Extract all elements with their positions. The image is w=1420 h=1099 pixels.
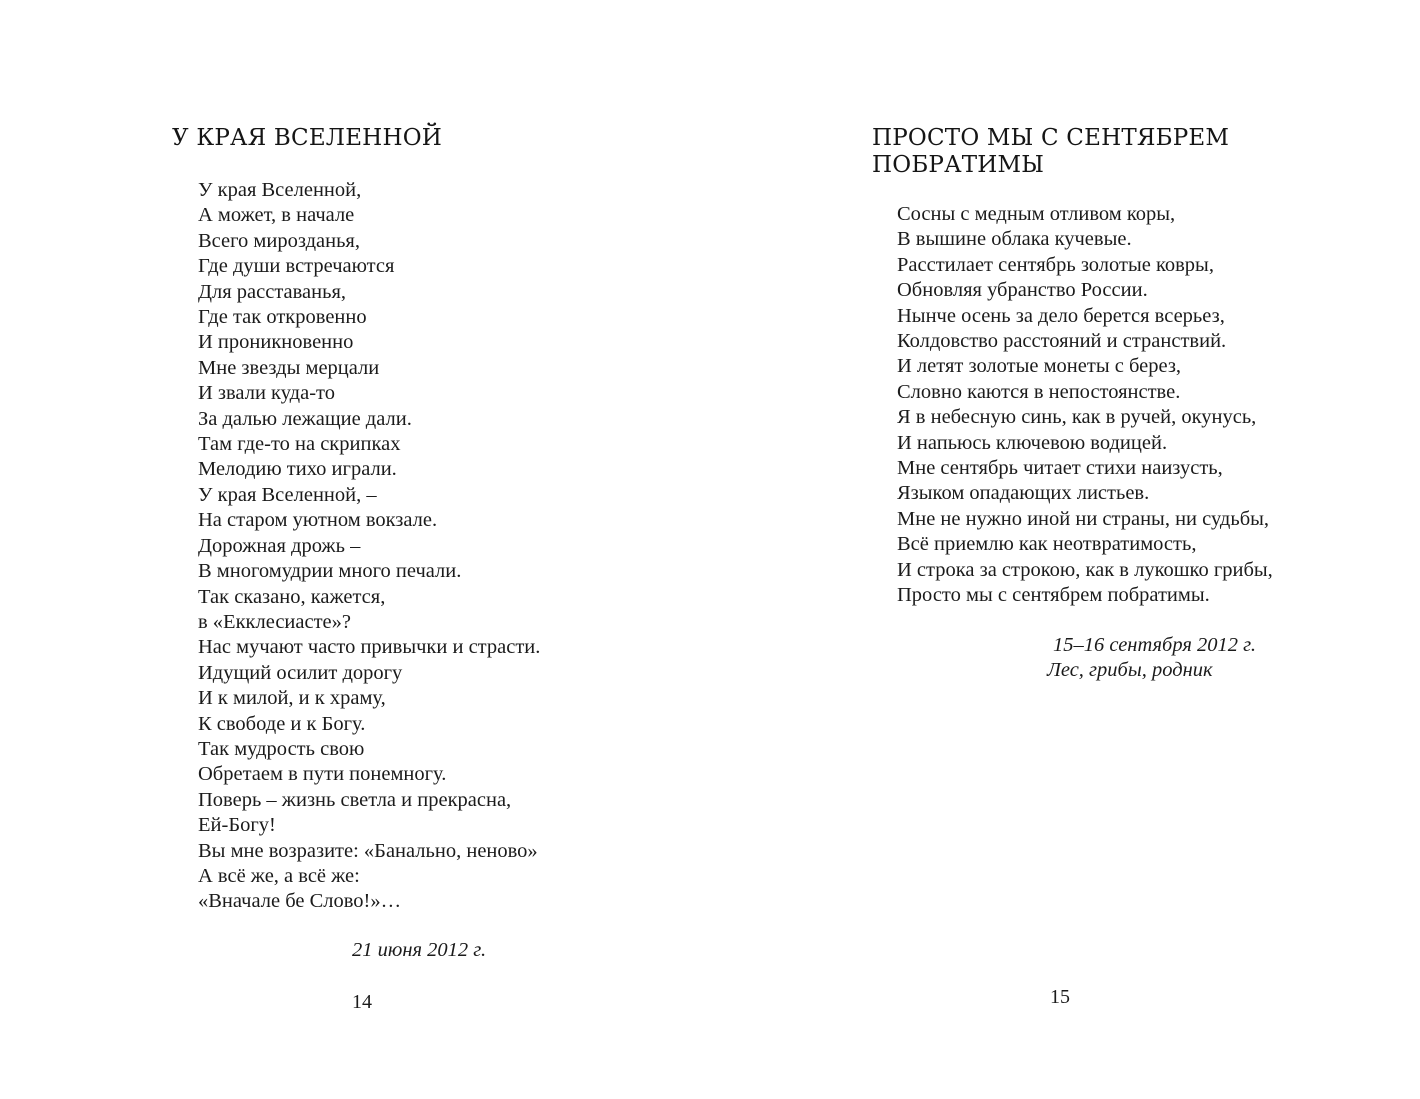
poem-date-right: 15–16 сентября 2012 г.: [1053, 634, 1256, 656]
poem-title-right: ПРОСТО МЫ С СЕНТЯБРЕМ ПОБРАТИМЫ: [872, 125, 1230, 178]
poem-line: Вы мне возразите: «Банально, неново»: [198, 839, 538, 862]
poem-line: У края Вселенной, –: [198, 483, 377, 506]
poem-line: Просто мы с сентябрем побратимы.: [897, 584, 1210, 607]
poem-line: На старом уютном вокзале.: [198, 509, 438, 532]
poem-date-left: 21 июня 2012 г.: [352, 939, 487, 961]
poem-line: Идущий осилит дорогу: [198, 661, 403, 684]
poem-line: Обновляя убранство России.: [897, 279, 1148, 302]
poem-line: И строка за строкою, как в лукошко грибы,: [897, 558, 1273, 581]
poem-line: Мне звезды мерцали: [198, 356, 380, 379]
poem-line: Мне не нужно иной ни страны, ни судьбы,: [897, 507, 1270, 530]
poem-line: И напьюсь ключевою водицей.: [897, 431, 1168, 454]
poem-title-left: У КРАЯ ВСЕЛЕННОЙ: [172, 125, 443, 151]
poem-line: Так мудрость свою: [198, 737, 365, 760]
poem-line: Обретаем в пути понемногу.: [198, 763, 447, 786]
poem-line: Всего мирозданья,: [198, 229, 360, 252]
poem-line: Так сказано, кажется,: [198, 585, 386, 608]
poem-line: Колдовство расстояний и странствий.: [897, 330, 1227, 353]
poem-line: Нас мучают часто привычки и страсти.: [198, 636, 541, 659]
poem-line: За далью лежащие дали.: [198, 407, 412, 430]
poem-line: И к милой, и к храму,: [198, 687, 386, 710]
poem-line: Поверь – жизнь светла и прекрасна,: [198, 788, 512, 811]
poem-line: А всё же, а всё же:: [198, 864, 360, 887]
poem-line: Где души встречаются: [198, 255, 395, 278]
poem-line: Где так откровенно: [198, 306, 367, 329]
poem-line: А может, в начале: [198, 204, 355, 227]
poem-line: Словно каются в непостоянстве.: [897, 380, 1181, 403]
poem-place-right: Лес, грибы, родник: [1047, 659, 1213, 681]
poem-line: И проникновенно: [198, 331, 354, 354]
poem-line: Там где-то на скрипках: [198, 433, 401, 456]
poem-line: Мне сентябрь читает стихи наизусть,: [897, 457, 1223, 480]
poem-line: У края Вселенной,: [198, 179, 362, 201]
poem-line: Дорожная дрожь –: [198, 534, 361, 557]
right-page: [710, 0, 1420, 1099]
page-number-right: 15: [1050, 986, 1070, 1008]
poem-line: Ей-Богу!: [198, 814, 276, 837]
poem-line: Сосны с медным отливом коры,: [897, 203, 1176, 225]
poem-line: В вышине облака кучевые.: [897, 228, 1132, 251]
poem-line: «Вначале бе Слово!»…: [198, 890, 402, 913]
poem-line: И летят золотые монеты с берез,: [897, 355, 1182, 378]
poem-line: Расстилает сентябрь золотые ковры,: [897, 253, 1214, 276]
poem-text-left: [198, 178, 540, 915]
poem-text-right: [897, 202, 1273, 609]
poem-line: Языком опадающих листьев.: [897, 482, 1150, 505]
poem-line: Мелодию тихо играли.: [198, 458, 397, 481]
poem-line: И звали куда-то: [198, 382, 335, 405]
poem-line: Для расставанья,: [198, 280, 347, 303]
poem-line: К свободе и к Богу.: [198, 712, 366, 735]
poem-line: Нынче осень за дело берется всерьез,: [897, 304, 1225, 327]
poem-line: В многомудрии много печали.: [198, 560, 462, 583]
page-number-left: 14: [352, 991, 372, 1013]
poem-line: в «Екклесиасте»?: [198, 610, 352, 633]
poem-line: Я в небесную синь, как в ручей, окунусь,: [897, 406, 1257, 429]
poem-line: Всё приемлю как неотвратимость,: [897, 533, 1197, 556]
